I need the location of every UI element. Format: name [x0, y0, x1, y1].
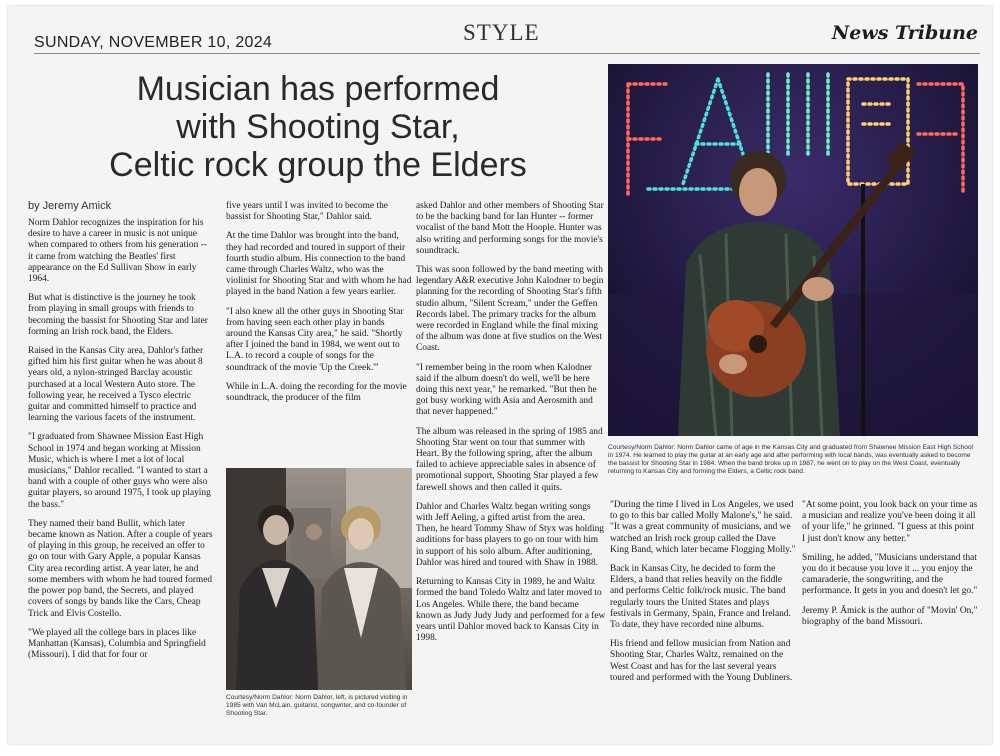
- headline-line: Musician has performed: [136, 70, 500, 108]
- paragraph: Back in Kansas City, he decided to form the Elders, a band that relies heavily on the fiddle and performs Celtic folk/rock music. The band regularly tours the United States and plays festivals in Germany, Spain, France and Ireland. To date, they have recorded nine albums.: [610, 564, 791, 631]
- paragraph: His friend and fellow musician from Nation and Shooting Star, Charles Waltz, remained on the West Coast and has for the last several years toured and performed with the Young Dubliners.: [610, 639, 793, 683]
- paragraph: "During the time I lived in Los Angeles, we used to go to this bar called Molly Malone's," he said. "It was a great community of musicians, and we watched an Irish rock group called the Dave King Band, which later became Flogging Molly.": [610, 500, 796, 555]
- paragraph: "We played all the college bars in places like Manhattan (Kansas), Columbia and Springfield (Missouri). I did that for four or: [28, 627, 206, 661]
- paragraph: Jeremy P. Ămick is the author of "Movin' On," biography of the band Missouri.: [802, 605, 978, 627]
- article-column-3: [416, 201, 606, 731]
- paragraph: This was soon followed by the band meeting with legendary A&R executive John Kalodner to begin planning for the recording of Shooting Star's fifth studio album, "Silent Scream," under the Geffen Records label. The primary tracks for the album were recorded in England while the final mixing of the album was done at five studios on the West Coast.: [416, 265, 604, 354]
- newspaper-logo: News Tribune: [831, 22, 978, 44]
- paragraph: "I graduated from Shawnee Mission East High School in 1974 and began working at Mission Music, which is where I met a lot of local musicians," Dahlor recalled. "I wanted to start a band with a couple of other guys who were also guitar players, so around 1975, I took up playing the bass.": [28, 432, 211, 510]
- photo-caption: Courtesy/Norm Dahlor: Norm Dahlor, left, is pictured visiting in 1985 with Van McLain, guitarist, songwriter, and co-founder of Shooting Star.: [226, 694, 408, 717]
- newspaper-page: [8, 6, 992, 744]
- article-column-5: [802, 500, 978, 740]
- paragraph: Dahlor and Charles Waltz began writing songs with Jeff Aeling, a gifted artist from the area. Then, he heard Tommy Shaw of Styx was holding auditions for bass players to go on tour with him in support of his solo album. After auditioning, Dahlor was hired and toured with Shaw in 1988.: [416, 501, 604, 568]
- article-column-4: [610, 500, 796, 740]
- photo-caption: Courtesy/Norm Dahlor: Norm Dahlor came of age in the Kansas City and graduated from Shawnee Mission East High School in 1974. He learned to play the guitar at an early age and after performing with local bands, was eventually asked to become the bassist for Shooting Star in 1984. When the band broke up in 1987, he went on to play on the West Coast, eventually returning to Kansas City and forming the Elders, a Celtic rock band.: [608, 444, 974, 475]
- concert-photo-image: [608, 64, 978, 436]
- article-column-1: [28, 218, 214, 728]
- paragraph: They named their band Bullit, which later became known as Nation. After a couple of years of playing in this group, he received an offer to go on tour with Gary Apple, a popular Kansas City area recording artist. A year later, he and some members with whom he had toured formed the power pop band, the Secrets, and played covers of songs by bands like the Cars, Cheap Trick and Elvis Costello.: [28, 518, 213, 619]
- article-column-2: [226, 201, 412, 466]
- byline: by Jeremy Amick: [28, 200, 112, 212]
- dateline: SUNDAY, NOVEMBER 10, 2024: [34, 34, 273, 51]
- paragraph: While in L.A. doing the recording for the movie soundtrack, the producer of the film: [226, 381, 407, 404]
- paragraph: The album was released in the spring of 1985 and Shooting Star went on tour that summer with Heart. By the following spring, after the album failed to achieve appreciable sales in absence of promotional support, Shooting Star played a few farewell shows and then called it quits.: [416, 426, 603, 493]
- paragraph: "I remember being in the room when Kalodner said if the album doesn't do well, we'll be here doing this next year," he remarked. "But then he got busy working with Asia and Aerosmith and that never happened.": [416, 362, 597, 418]
- headline-line: Celtic rock group the Elders: [109, 146, 527, 184]
- concert-photo: [608, 64, 978, 436]
- paragraph: But what is distinctive is the journey he took from playing in small groups with friends to becoming the bassist for Shooting Star and later forming an Irish rock band, the Elders.: [28, 293, 208, 337]
- section-name: STYLE: [463, 20, 540, 45]
- paragraph: "At some point, you look back on your time as a musician and realize you've been doing it all of your life," he grinned. "I guess at this point I just don't know any better.": [802, 500, 978, 544]
- paragraph: Smiling, he added, "Musicians understand that you do it because you love it ... you enjoy the camaraderie, the songwriting, and the performance. It gets in you and doesn't let go.": [802, 552, 978, 597]
- headline: [68, 70, 568, 184]
- headline-line: with Shooting Star,: [176, 108, 460, 146]
- paragraph: asked Dahlor and other members of Shooting Star to be the backing band for Ian Hunter -- former vocalist of the band Mott the Hoople. Hunter was also writing and performing songs for the movie's soundtrack.: [416, 201, 604, 256]
- masthead-rule: [34, 53, 980, 54]
- paragraph: At the time Dahlor was brought into the band, they had recorded and toured in support of their fourth studio album. His connection to the band came through Charles Waltz, who was the violinist for Shooting Star and with whom he had played in the band Nation a few years earlier.: [226, 231, 412, 298]
- masthead: [8, 6, 992, 54]
- paragraph: Norm Dahlor recognizes the inspiration for his desire to have a career in music is not unique when compared to others from his generation -- it came from watching the Beatles' first appearance on the Ed Sullivan Show in early 1964.: [28, 218, 207, 285]
- band-members-photo-image: [226, 468, 412, 690]
- paragraph: Raised in the Kansas City area, Dahlor's father gifted him his first guitar when he was about 8 years old, a nylon-stringed Barclay acoustic purchased at a local Western Auto store. The following year, he received a Tysco electric guitar and committed himself to practice and learning the various facets of the instrument.: [28, 346, 204, 424]
- paragraph: five years until I was invited to become the bassist for Shooting Star," Dahlor said.: [226, 201, 388, 223]
- paragraph: "I also knew all the other guys in Shooting Star from having seen each other play in bands around the Kansas City area," he said. "Shortly after I joined the band in 1984, we went out to L.A. to record a couple of songs for the soundtrack of the movie 'Up the Creek.'": [226, 306, 404, 373]
- band-members-photo: [226, 468, 412, 690]
- paragraph: Returning to Kansas City in 1989, he and Waltz formed the band Toledo Waltz and later moved to Los Angeles. While there, the band became known as Judy Judy Judy and performed for a few years until Dahlor moved back to Kansas City in 1998.: [416, 577, 606, 644]
